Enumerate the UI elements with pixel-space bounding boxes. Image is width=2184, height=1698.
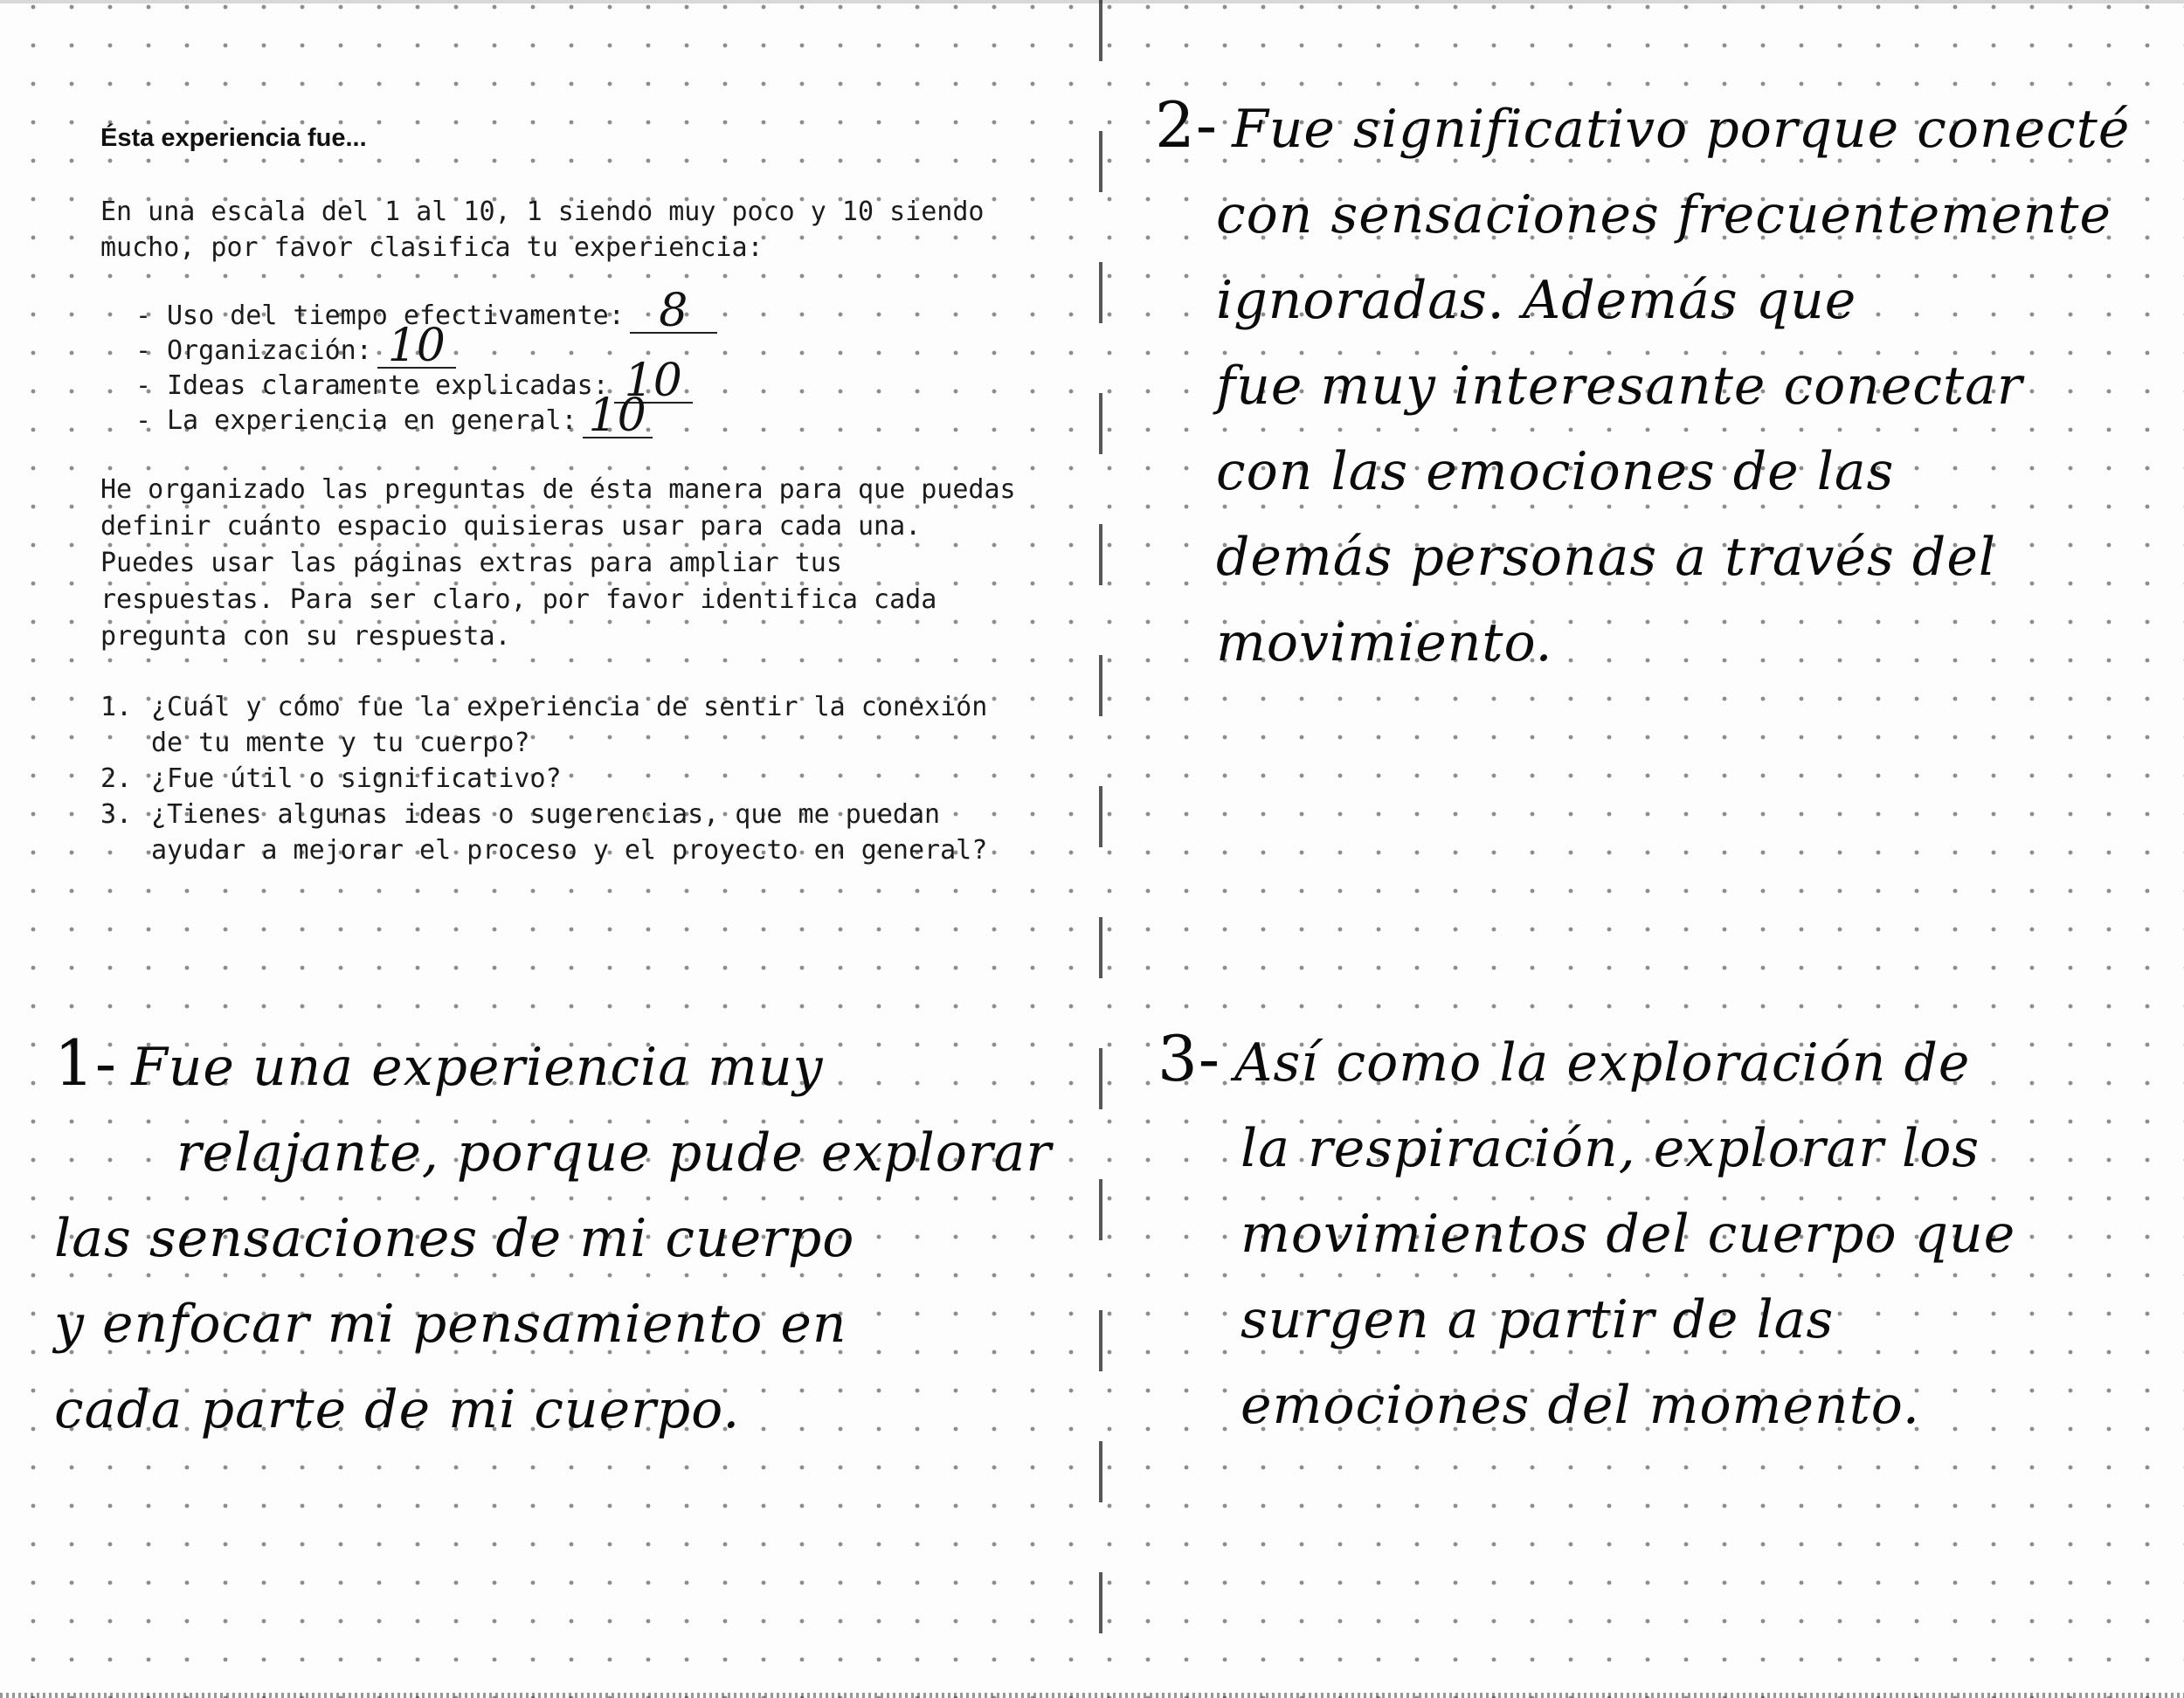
handwritten-answer-1 (54, 1020, 1094, 1453)
rating-blank[interactable] (630, 285, 717, 337)
rating-value-handwritten: 8 (659, 285, 688, 337)
notebook-bottom-edge (0, 1693, 2184, 1698)
handwritten-line: movimientos del cuerpo que (1241, 1204, 2016, 1265)
answer-number: 3- (1158, 1022, 1221, 1095)
rating-label: Organización: (167, 335, 372, 366)
handwritten-line: relajante, porque pude explorar (176, 1122, 1053, 1184)
handwritten-line (1155, 82, 2168, 172)
handwritten-line: surgen a partir de las (1241, 1289, 1835, 1350)
rating-blank[interactable] (583, 390, 653, 442)
handwritten-line: fue muy interesante conectar (1216, 355, 2023, 417)
handwritten-line: con sensaciones frecuentemente (1216, 184, 2111, 245)
answer-number: 1- (54, 1026, 118, 1100)
handwritten-line: movimiento. (1216, 612, 1553, 673)
question-item (100, 689, 992, 761)
handwritten-answer-3 (1158, 1016, 2171, 1448)
handwritten-text: Así como la exploración de (1234, 1032, 1971, 1094)
instructions-paragraph: He organizado las preguntas de ésta manera para que puedas definir cuánto espacio quisieras usar para cada una. Puedes usar las páginas extras para ampliar tus respuestas. Para ser claro, por favor identifica cada pregunta con su respuesta. (100, 474, 1016, 652)
handwritten-line: y enfocar mi pensamiento en (54, 1294, 847, 1355)
rating-row-overall (135, 390, 717, 442)
rating-dash: - (135, 370, 152, 401)
question-text: ¿Cuál y cómo fue la experiencia de sentir la conexión de tu mente y tu cuerpo? (151, 692, 988, 758)
rating-dash: - (135, 335, 152, 366)
question-list (100, 689, 992, 868)
handwritten-line: con las emociones de las (1216, 441, 1895, 502)
rating-value-handwritten: 10 (387, 320, 446, 372)
handwritten-line (1158, 1016, 2171, 1106)
handwritten-line: la respiración, explorar los (1241, 1118, 1980, 1179)
handwritten-line: cada parte de mi cuerpo. (54, 1379, 741, 1440)
question-text: ¿Fue útil o significativo? (151, 763, 562, 794)
handwritten-text: Fue una experiencia muy (131, 1037, 824, 1098)
question-item (100, 797, 992, 868)
scale-instructions: En una escala del 1 al 10, 1 siendo muy poco y 10 siendo mucho, por favor clasifica tu experiencia: (100, 197, 985, 263)
handwritten-line (54, 1020, 1094, 1110)
question-item (100, 761, 992, 797)
rating-value-handwritten: 10 (588, 390, 646, 442)
rating-label: Ideas claramente explicadas: (167, 370, 609, 401)
handwritten-text: Fue significativo porque conecté (1232, 99, 2131, 160)
answer-number: 2- (1155, 88, 1219, 162)
handwritten-line: demás personas a través del (1216, 527, 1997, 588)
question-text: ¿Tienes algunas ideas o sugerencias, que me puedan ayudar a mejorar el proceso y el proyecto en general? (151, 799, 988, 866)
rating-dash: - (135, 405, 152, 436)
handwritten-answer-2 (1155, 82, 2168, 686)
rating-label: La experiencia en general: (167, 405, 577, 436)
question-number: 2. (100, 763, 133, 794)
handwritten-line: emociones del momento. (1241, 1375, 1920, 1436)
question-number: 3. (100, 799, 133, 830)
handwritten-line: las sensaciones de mi cuerpo (54, 1208, 855, 1269)
rating-blank[interactable] (377, 320, 456, 372)
handwritten-line: ignoradas. Además que (1216, 270, 1857, 331)
rating-label: Uso del tiempo efectivamente: (167, 300, 625, 331)
question-number: 1. (100, 692, 133, 722)
rating-dash: - (135, 300, 152, 331)
form-heading: Ésta experiencia fue... (100, 124, 367, 152)
rating-list (135, 285, 717, 442)
rating-value-handwritten: 10 (624, 355, 682, 407)
